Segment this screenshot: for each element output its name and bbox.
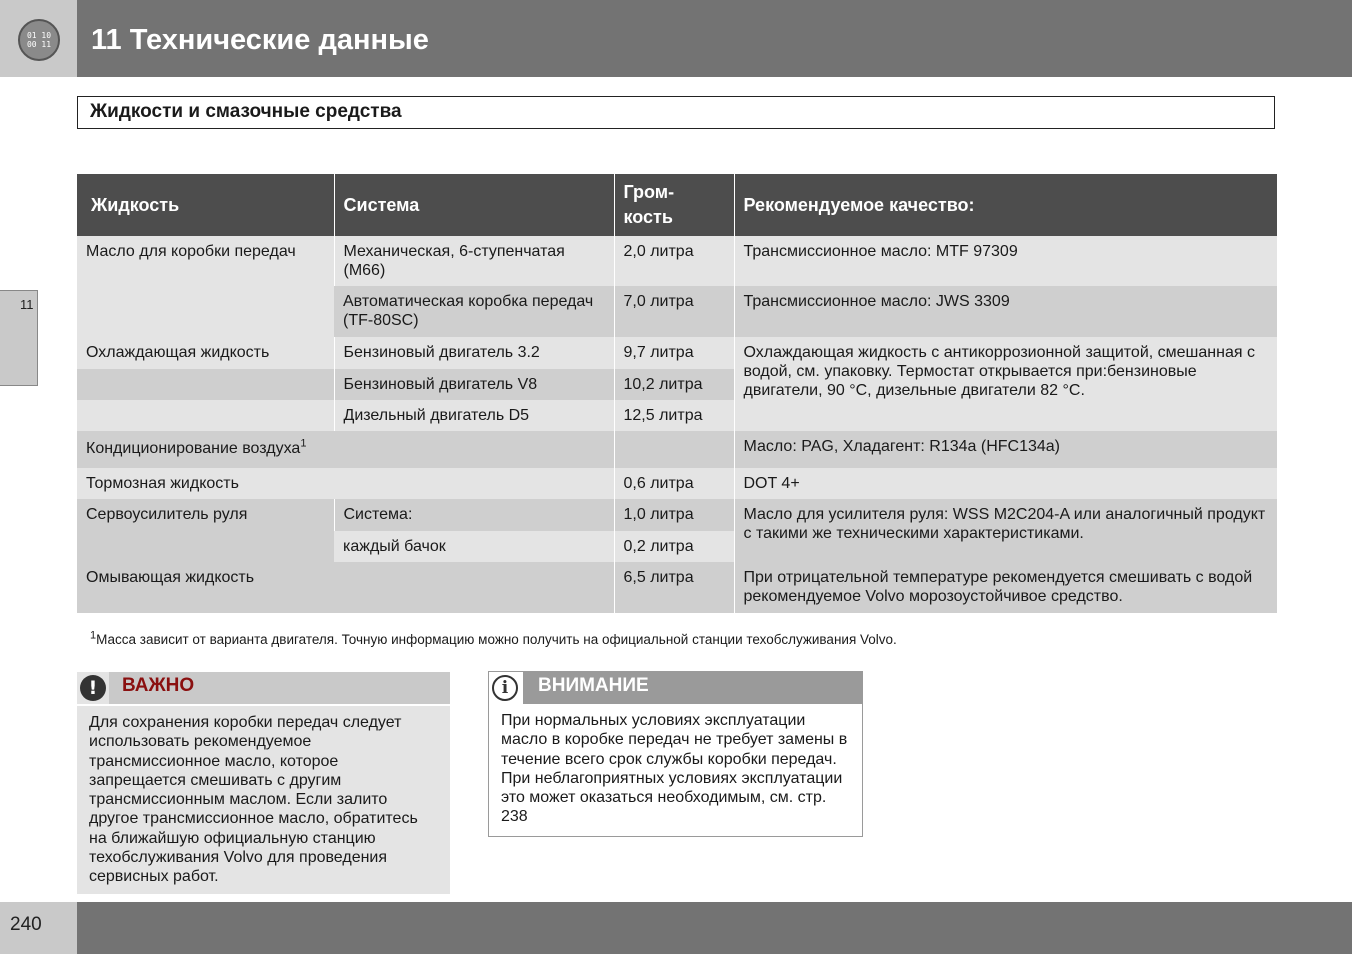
warning-exclamation-icon: ! xyxy=(80,675,106,701)
table-header-row xyxy=(77,174,1277,236)
coolant-empty-cell xyxy=(77,369,334,400)
table-row xyxy=(77,499,1277,531)
footnote-text: Масса зависит от варианта двигателя. Точную информацию можно получить на официальной станции техобслуживания Volvo. xyxy=(96,632,897,647)
important-box xyxy=(77,672,450,894)
steering-system: Система: xyxy=(334,499,614,531)
header-fluid: Жидкость xyxy=(77,174,334,236)
gearbox-manual-quality: Трансмиссионное масло: MTF 97309 xyxy=(734,236,1277,286)
important-box-header xyxy=(77,672,450,706)
chapter-title: 11 Технические данные xyxy=(91,24,429,56)
footer-bar xyxy=(77,902,1352,954)
coolant-quality: Охлаждающая жидкость с антикоррозионной защитой, смешанная с водой, см. упаковку. Термостат открывается при:бензиновые двигатели, 90 °C, дизельные двигатели 82 °C. xyxy=(734,337,1277,431)
brake-quality: DOT 4+ xyxy=(734,468,1277,499)
important-title: ВАЖНО xyxy=(109,672,450,704)
info-icon: i xyxy=(492,675,518,701)
table-row xyxy=(77,431,1277,468)
attention-box xyxy=(488,671,863,837)
brake-volume: 0,6 литра xyxy=(614,468,734,499)
attention-icon-cell xyxy=(489,672,523,704)
footnote xyxy=(90,629,897,647)
header-bar xyxy=(77,0,1352,77)
steering-reservoir-volume: 0,2 литра xyxy=(614,531,734,562)
important-text: Для сохранения коробки передач следует использовать рекомендуемое трансмиссионное масло, которое запрещается смешивать с другим трансмиссионным маслом. Если залито другое трансмиссионное масло, обратитесь на ближайшую официальную станцию техобслуживания Volvo для проведения сервисных работ. xyxy=(89,714,418,886)
footnote-mark: 1 xyxy=(90,629,97,642)
coolant-fluid-cell: Охлаждающая жидкость xyxy=(77,337,334,369)
coolant-d5-volume: 12,5 литра xyxy=(614,400,734,431)
fluids-table xyxy=(77,174,1277,613)
washer-quality: При отрицательной температуре рекомендуется смешивать с водой рекомендуемое Volvo морозоустойчивое средство. xyxy=(734,562,1277,613)
steering-washer-fluid-cell xyxy=(77,499,334,613)
washer-fluid-label: Омывающая жидкость xyxy=(86,569,255,586)
aircon-fluid-cell xyxy=(77,431,614,468)
table-row xyxy=(77,468,1277,499)
side-tab-label: 11 xyxy=(20,297,34,312)
coolant-empty-cell-2 xyxy=(77,400,334,431)
gearbox-auto-system: Автоматическая коробка передач (TF-80SC) xyxy=(334,286,614,337)
section-title: Жидкости и смазочные средства xyxy=(77,96,1275,129)
header-quality: Рекомендуемое качество: xyxy=(734,174,1277,236)
gearbox-auto-volume: 7,0 литра xyxy=(614,286,734,337)
aircon-fluid-label: Кондиционирование воздуха xyxy=(86,440,301,457)
icon-line-1: 01 10 xyxy=(26,31,52,40)
steering-system-volume: 1,0 литра xyxy=(614,499,734,531)
attention-title: ВНИМАНИЕ xyxy=(523,672,862,704)
table-row xyxy=(77,337,1277,369)
coolant-v8-system: Бензиновый двигатель V8 xyxy=(334,369,614,400)
coolant-petrol32-volume: 9,7 литра xyxy=(614,337,734,369)
gearbox-manual-system: Механическая, 6-ступенчатая (M66) xyxy=(334,236,614,286)
coolant-v8-volume: 10,2 литра xyxy=(614,369,734,400)
chapter-icon-box xyxy=(0,0,77,77)
binary-data-icon xyxy=(18,19,60,61)
aircon-footnote-mark: 1 xyxy=(300,437,307,450)
table-row xyxy=(77,236,1277,286)
washer-system-empty xyxy=(334,562,614,613)
attention-box-header xyxy=(489,672,862,704)
chapter-side-tab[interactable] xyxy=(0,290,38,386)
page-number-box xyxy=(0,902,77,954)
page-number: 240 xyxy=(10,914,42,935)
gearbox-manual-volume: 2,0 литра xyxy=(614,236,734,286)
header-volume-label: Гром- кость xyxy=(623,182,675,227)
gearbox-auto-quality: Трансмиссионное масло: JWS 3309 xyxy=(734,286,1277,337)
aircon-volume-empty xyxy=(614,431,734,468)
steering-reservoir: каждый бачок xyxy=(334,531,614,562)
steering-quality: Масло для усилителя руля: WSS M2C204-A или аналогичный продукт с такими же техническими характеристиками. xyxy=(734,499,1277,562)
coolant-petrol32-system: Бензиновый двигатель 3.2 xyxy=(334,337,614,369)
aircon-quality: Масло: PAG, Хладагент: R134a (HFC134a) xyxy=(734,431,1277,468)
attention-text: При нормальных условиях эксплуатации масло в коробке передач не требует замены в течение всего срок службы коробки передач. При неблагоприятных условиях эксплуатации это может оказаться необходимым, см. стр. 238 xyxy=(501,712,848,826)
header-volume xyxy=(614,174,734,236)
important-icon-cell xyxy=(77,672,109,704)
coolant-d5-system: Дизельный двигатель D5 xyxy=(334,400,614,431)
header-system: Система xyxy=(334,174,614,236)
washer-volume: 6,5 литра xyxy=(614,562,734,613)
steering-fluid-label: Сервоусилитель руля xyxy=(86,506,248,523)
gearbox-fluid-cell: Масло для коробки передач xyxy=(77,236,334,337)
brake-fluid-cell: Тормозная жидкость xyxy=(77,468,614,499)
icon-line-2: 00 11 xyxy=(26,40,52,49)
